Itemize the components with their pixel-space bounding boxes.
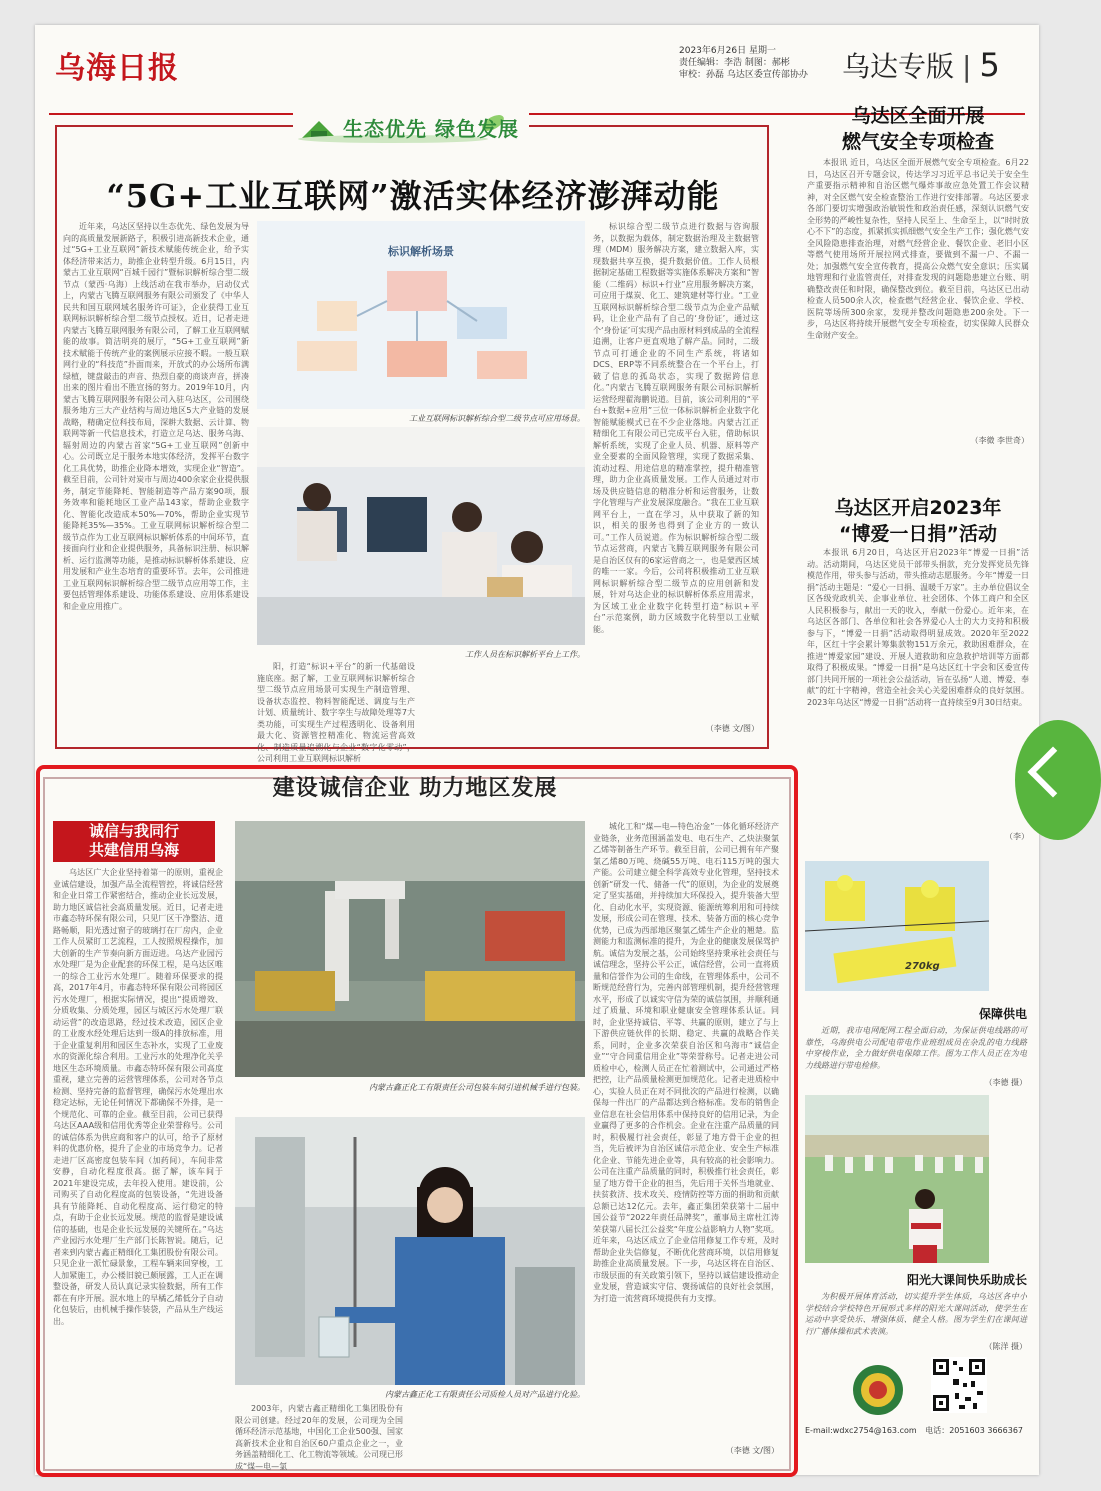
- footer-phone: 电话：2051603 3666367: [925, 1426, 1024, 1435]
- main-headline: “5G+工业互联网”激活实体经济澎湃动能: [106, 177, 720, 215]
- integrity-tag-line1: 诚信与我同行: [88, 822, 179, 840]
- feature-col2b: 2003年，内蒙古鑫正精细化工集团股份有限公司创建。经过20年的发展，公司现为全国循环经济示范基地，中国化工企业500强、国家高新技术企业和自治区60户重点企业之一，业务涵盖精细化工、化工物流等领域。公司现已形成“煤—电—氯: [235, 1404, 403, 1471]
- sidebar-article-2-body: 本报讯 6月20日，乌达区开启2023年“博爱一日捐”活动。活动期间，乌达区党员干部带头捐款，充分发挥党员先锋模范作用，带头参与活动，带头推动志愿服务。今年“博爱一日捐”活动主题是：“爱心一日捐、温暖千万家”。主办单位倡议全区各级党政机关、企事业单位、社会团体、个体工商户和全区人民积极参与，献出一天的收入，奉献一份爱心。近年来，在乌达区各部门、各单位和社会各界爱心人士的大力支持和积极参与下，“博爱一日捐”活动取得明显成效。2020年至2022年，区红十字会累计筹集款物151万余元，救助困难群众，在推进“博爱家园”建设、开展人道救助和应急救护培训等方面都取得了积极成果。“博爱一日捐”是乌达区红十字会和区委宣传部门共同开展的一项社会公益活动，旨在弘扬“人道、博爱、奉献”的红十字精神，营造全社会关心关爱困难群众的良好氛围。2023年乌达区“博爱一日捐”活动将一直持续至9月30日结束。: [807, 548, 1029, 707]
- integrity-tag-line2: 共建信用乌海: [88, 841, 179, 859]
- sidebar-headline-2: 乌达区开启2023年 “博爱一日捐”活动: [834, 497, 1002, 545]
- eco-banner-text: 生态优先 绿色发展: [343, 117, 519, 141]
- main-article-col2: 阳，打造“标识+平台”的新一代基础设施底座。据了解，工业互联网标识解析综合型二级节点应用场景可实现生产制造管理、设备状态监控、物料智能配送、调度与生产计划、质量统计、数字孪生与故障处理等7大类功能，可实现生产过程透明化、设备利用最大化、资源管控精准化、物流运营高效化、制造质量追溯化与企业“数字化零动”，公司利用工业互联网标识解析: [257, 662, 415, 763]
- feature-article-author: （李德 文/图）: [725, 1446, 779, 1455]
- sidebar-photo1-title: 保障供电: [978, 1007, 1027, 1021]
- feature-photo1-caption: 内蒙古鑫正化工有限责任公司包装车间引进机械手进行包装。: [369, 1083, 585, 1092]
- sunshine-recess-photo: [805, 1095, 989, 1263]
- students-exercise-image: [805, 1095, 989, 1263]
- edition-label: 乌达专版 | 5: [842, 46, 1000, 84]
- power-supply-photo: [805, 861, 989, 991]
- main-article-col1: 近年来，乌达区坚持以生态优先、绿色发展为导向的高质量发展新路子，积极引进高新技术企业，通过“5G+工业互联网”新技术赋能传统企业，给予实体经济带来活力，助推企业转型升级。6月15日，内蒙古工业互联网“百城千园行”暨标识解析综合型二级节点（蒙西·乌海）上线活动在我市举办，启动仪式上，内蒙古飞腾互联网服务有限公司颁发了《中华人民共和国互联网域名服务许可证》，企业获得工业互联网标识解析综合型二级节点授权。近日，记者走进内蒙古飞腾互联网服务有限公司，了解工业互联网赋能的故事。简洁明亮的展厅，“5G+工业互联网”新技术赋能于传统产业的案例展示应接不暇。一般互联网行业的“科技范”扑面而来，开放式的办公场所布满绿植，键盘敲击的声音、热烈自豪的商谈声音，拼凑出来的图片看出不胜宣扬的努力。2019年10月，内蒙古飞腾互联网服务有限公司入驻乌达区，公司围绕服务地方三大产业结构与周边地区5大产业链的发展战略，精确定位科技布局，深耕大数据、云计算、物联网等新一代信息技术，打造立足乌达、服务乌海、辐射周边的内蒙古首家“5G+工业互联网”创新中心。公司既立足于服务本地实体经济，发挥平台数字化工具优势，助推企业降本增效，实现企业“智造”。截至目前，公司针对炭市与周边400余家企业提供服务，制定节能降耗、智能制造等产品方案90项，服务效率和能耗地区工业产品143家，帮助企业数字化、智能化改造成本50%—70%，帮助企业实现节能降耗35%—35%。工业互联网标识解析综合型二级节点作为工业互联网标识解析体系的中间环节，直接面向行业和企业提供服务，具备标识注册、标识解析、运行监测等功能，是推动标识解析体系建设、应用发展和产业生态培育的重要环节。去年，公司推进工业互联网标识解析综合型二级节点应用等工作，主要包括管理体系建设、功能体系建设、应用体系建设和企业应用推广。: [63, 222, 249, 611]
- feature-col2: 城化工和“煤—电—特色冶金”一体化循环经济产业链条，业务范围涵盖发电、电石生产、乙炔法聚氯乙烯等制备生产环节。截至目前，公司已拥有年产聚氯乙烯80万吨、烧碱55万吨、电石115万吨的强大产能。公司建立健全科学高效专业化管理，坚持技术创新“研发一代、储备一代”的原则，为企业的发展奠定了坚实基础，并持续加大环保投入，提升装备大型化、自动化水平，实现资源、能源统筹利用和可持续发展，形成公司在管理、技术、装备方面的核心竞争优势，已成为西部地区聚氯乙烯生产企业的翘楚。监测能力和监测标准的提升，为企业的健康发展保驾护航。诚信为发展之基，公司始终坚持秉承社会责任与诚信理念，坚持公平公正，诚信经营，公司一直将质量和信誉作为公司的生命线，在管理体系中，公司不断规范经营行为，完善内部管理机制，提升经营管理水平，形成了以诚实守信为荣的诚信氛围，并顺利通过了质量、环境和职业健康安全管理体系认证。同时，企业坚持诚信、平等、共赢的原则，建立了与上下游供应链伙伴的长期、稳定、共赢的战略合作关系，同时，企业多次荣获自治区和乌海市“诚信企业”“守合同重信用企业”等荣誉称号。记者走进公司质检中心，检测人员正在忙着测试中，公司通过严格把控，让产品质量检测更加规范化。记者走进质检中心，实验人员正在对不同批次的产品进行检测，以确保每一件出厂的产品都达到合格标准。发布的销售企业信息在社会信用体系中保持良好的信用记录，为企业赢得了更多的合作机会。企业在注重产品质量的同时，积极履行社会责任，彰显了地方骨干企业的担当，先后被评为自治区诚信示范企业、安全生产标准化企业、节能先进企业等，具有较高的社会影响力。公司在注重产品质量的同时，积极推行社会责任，彰显了地方骨干企业的担当，先后用于关怀当地就业、扶贫救济、技术攻关、疫情防控等方面的捐助和贡献总额已达12亿元。去年，鑫正集团荣获第十二届中国公益节“2022年责任品牌奖”，董事局主席杜江涛荣获第八届长江公益奖“年度公益影响力人物”奖项。近年来，乌达区成立了企业信用修复工作专班，及时帮助企业失信修复，不断优化营商环境，以信用修复助推企业高质量发展。下一步，乌达区将在自治区、市级层面的有关政策引领下，坚持以诚信建设推动企业发展，营造诚实守信、褒扬诚信的良好社会氛围，为打造一流营商环境提供有力支撑。: [593, 822, 779, 1303]
- back-button[interactable]: [1015, 720, 1101, 840]
- power-line-workers-image: [805, 861, 989, 991]
- masthead-logo: 乌海日报: [55, 51, 179, 86]
- photo1-caption: 工业互联网标识解析综合型二级节点可应用场景。: [409, 414, 585, 423]
- sidebar-headline-1: 乌达区全面开展 燃气安全专项检查: [841, 105, 994, 153]
- scene-diagram-photo: [257, 221, 585, 409]
- feature-photo2-caption: 内蒙古鑫正化工有限责任公司质检人员对产品进行化验。: [385, 1390, 585, 1399]
- diagram-title: 标识解析场景: [388, 245, 454, 258]
- issue-date: 2023年6月26日 星期一: [679, 46, 776, 56]
- main-article-col3: 标识综合型二级节点进行数据与咨询服务，以数据为载体，制定数据治理及主数据管理（MDM）服务解决方案，建立数据入库，实现数据共享互换，提升数据价值。工作人员根据制定基础工程数据等实施体系解决方案和“智能（二维码）标识+行业”应用服务解决方案，可应用于煤炭、化工、建筑建材等行业。“工业互联网标识解析综合型二级节点为企业产品赋码，让企业产品有了自己的‘身份证’，通过这个‘身份证’可实现产品由原材料到成品的全流程追溯，让客户更直观地了解产品。同时，二级节点可打通企业的不同生产系统，将诸如DCS、ERP等不同系统整合在一个平台上，打破了信息的孤岛状态，实现了数据跨信息化。”内蒙古飞腾互联网服务有限公司标识解析运营经理翟海鹏说道。目前，该公司利用的“平台+数据+应用”三位一体标识解析企业数字化智能赋能模式已在不少企业落地。内蒙古江正精细化工有限公司已完成平台入驻，借助标识解析系统，实现了企业人员、机器、原料等产业全要素的全面风险管理，实现了数据采集、流动过程、用途信息的精准掌控，提升精准管理，助力企业高质量发展。工作人员通过对市场及供应链信息的精准分析和运营服务，让数字化管理与产业发展深度融合。“我在工业互联网平台上，一直在学习，从中获取了新的知识，相关的服务也得到了企业方的一致认可。”工作人员说道。作为标识解析综合型二级节点运营商，内蒙古飞腾互联网服务有限公司是自治区仅有的6家运营商之一，也是蒙西区域的唯一一家。今后，公司将积极推动工业互联网标识解析综合型二级节点的应用创新和发展，针对乌达企业的标识解析体系应用需求，为区域工业企业数字化转型打造“标识+平台”示范案例，助力区域数字化转型以工业赋能。: [593, 222, 759, 634]
- office-workers-image: [257, 427, 585, 645]
- main-article-author: （李德 文/图）: [705, 724, 759, 733]
- wuda-logo-icon: [853, 1365, 903, 1415]
- chevron-left-icon: [1028, 747, 1079, 798]
- editor-credits: 责任编辑：李浩 制图：郝彬: [679, 58, 790, 68]
- masthead-meta: [679, 45, 829, 81]
- sidebar-photo1-author: （李德 摄）: [984, 1078, 1027, 1087]
- review-credits: 审校：孙磊 乌达区委宣传部协办: [679, 70, 808, 80]
- sidebar-article-1-author: （李微 李世奇）: [970, 436, 1029, 445]
- qr-code-icon[interactable]: [931, 1357, 987, 1413]
- page-number: 5: [979, 46, 1000, 84]
- eco-banner: [293, 109, 529, 145]
- workers-photo: [257, 427, 585, 645]
- feature-headline: 建设诚信企业 助力地区发展: [272, 776, 558, 801]
- footer-email: E-mail:wdxc2754@163.com: [805, 1426, 917, 1435]
- sidebar-article-1-body: 本报讯 近日，乌达区全面开展燃气安全专项检查。6月22日，乌达区召开专题会议，传达学习习近平总书记关于安全生产重要指示精神和自治区燃气爆炸事故应急处置工作会议精神，对全区燃气安全检查整治工作进行安排部署。乌达区要求各部门要切实增强政治敏锐性和政治责任感，深刻认识燃气安全形势的严峻性复杂性，坚持人民至上、生命至上，以“时时放心不下”的态度，抓紧抓实抓细燃气安全生产工作；强化燃气安全风险隐患排查治理，对燃气经营企业、餐饮企业、老旧小区等燃气使用场所开展拉网式排查，要做到不漏一户、不漏一处；加强燃气安全宣传教育，提高公众燃气安全意识；压实属地管理和行业监管责任，对排查发现的问题隐患建立台账、明确整改责任和时限，确保整改到位。截至目前，乌达区已出动检查人员500余人次，检查燃气经营企业、餐饮企业、学校、医院等场所300余家，发现并整改问题隐患200余处。下一步，乌达区将持续开展燃气安全专项检查，切实保障人民群众生命财产安全。: [807, 158, 1029, 340]
- truck-label: 270kg: [905, 961, 940, 972]
- photo2-caption: 工作人员在标识解析平台上工作。: [465, 650, 585, 659]
- sidebar-photo1-body: 近期，我市电网配网工程全面启动，为保证供电线路的可靠性，乌海供电公司配电带电作业班组成员在杂乱的电力线路中穿梭作业，全力做好供电保障工作。图为工作人员正在为电力线路进行带电检修。: [805, 1026, 1027, 1070]
- edition-name: 乌达专版: [842, 50, 955, 83]
- sidebar-photo2-title: 阳光大课间快乐助成长: [906, 1273, 1027, 1287]
- feature-col1: 乌达区广大企业坚持着第一的原则，重视企业诚信建设，加强产品全流程管控，将诚信经营和企业日常工作紧密结合，推动企业长远发展，助力地区诚信社会高质量发展。近日，记者走进市鑫态特环保有限公司，只见厂区干净整洁、道路畅顺，阳光透过窗子的玻璃打在厂房内，企业工作人员紧盯工艺流程，工人按照规程操作，加大创新的生产节奏向新方面迈进。乌达产业园污水处理厂是为企业配套的环保工程，是乌达区唯一的综合工业污水处理厂。随着环保要求的提高，2017年4月，市鑫态特环保有限公司将园区污水处理厂，根据实际情况，提出“提质增效、分质收集、分质处理，园区与城区污水处理厂联动运营”的改造思路，经过技术改造，园区企业的工业废水经处理后达到一级A的排放标准，用于企业重复利用和园区生态补水，实现了工业废水的资源化综合利用。工业污水的处理净化关乎地区生态环境质量。市鑫态特环保有限公司高度重视，建立完善的运营管理体系，公司对各节点检测、坚持完备的监督管理，确保污水处理出水稳定达标，无论任何情况下都确保不外排，是一个规范化、可靠的企业。截至目前，公司已获得乌达区AAA级和信用优秀等企业荣誉称号。公司的诚信体系为供应商和客户的认可，给予了原材料的优惠价格，提升了企业的市场竞争力。记者走进厂区高密度包装车间（加药间），车间非常安静，自动化程度很高。据了解，该车间于2021年建设完成，去年投入使用。建设前，公司购买了自动化程度高的包装设备，“先进设备具有节能降耗、自动化程度高、运行稳定的特点，有助于企业长远发展。规范的监督是建设诚信的基础，也是企业长远发展的关键所在。”乌达产业园污水处理厂生产部门长陈智说。随后，记者来到内蒙古鑫正精细化工集团股份有限公司。只见企业一派忙碌景象，工程车辆来回穿梭，工人加紧施工，办公楼旧貌已颇展露，工人正在调整设备，研发人员认真记录实验数据，所有工作都在有序开展。泯水地上的早橘乙烯低分子自动化包装后，由机械手操作装袋，产品从生产线运出。: [53, 868, 223, 1326]
- footer-contact: [805, 1425, 1031, 1436]
- sidebar-article-2-author: （李）: [1005, 832, 1029, 841]
- sidebar-photo2-author: （陈洋 摄）: [984, 1342, 1027, 1351]
- highlight-box: [36, 765, 798, 1477]
- sidebar-photo2-body: 为积极开展体育活动，切实提升学生体质，乌达区各中小学校结合学校特色开展形式多样的阳光大课间活动，使学生在运动中享受快乐、增强体质、健全人格。图为学生们在课间进行广播体操和武术表演。: [805, 1292, 1027, 1336]
